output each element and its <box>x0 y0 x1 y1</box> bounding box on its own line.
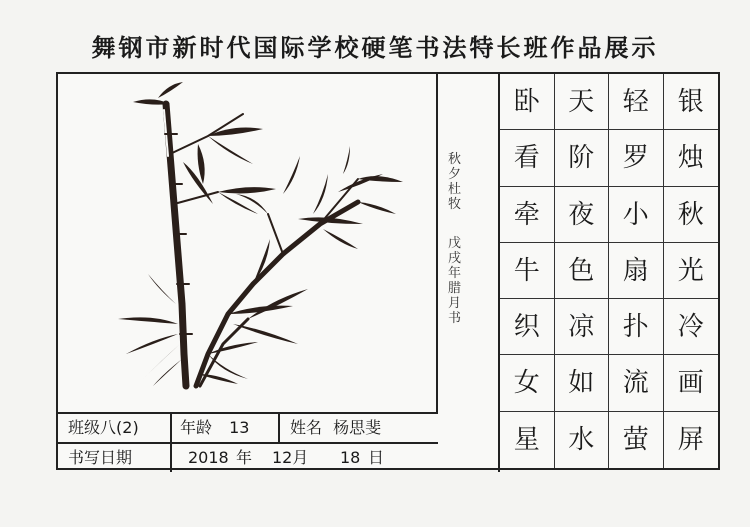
poem-character: 轻 <box>609 74 664 130</box>
poem-character: 萤 <box>609 412 664 468</box>
poem-character: 夜 <box>555 187 610 243</box>
age-field <box>180 414 249 442</box>
name-field <box>290 414 381 442</box>
poem-character: 烛 <box>664 130 719 186</box>
poem-character: 星 <box>500 412 555 468</box>
bamboo-icon <box>58 74 436 410</box>
poem-character: 织 <box>500 299 555 355</box>
poem-character: 冷 <box>664 299 719 355</box>
date-label: 书写日期 <box>68 448 133 467</box>
poem-character: 女 <box>500 355 555 411</box>
poem-character: 牵 <box>500 187 555 243</box>
poem-character: 画 <box>664 355 719 411</box>
poem-character: 扑 <box>609 299 664 355</box>
day-value: 18 <box>340 448 361 467</box>
poem-character: 秋 <box>664 187 719 243</box>
date-note: 戊戌年腊月书 <box>448 236 462 326</box>
poem-source: 秋夕杜牧 <box>448 152 462 212</box>
poem-character: 阶 <box>555 130 610 186</box>
poem-character: 屏 <box>677 424 704 455</box>
poem-character: 看 <box>500 130 555 186</box>
year-value: 2018 <box>188 448 229 467</box>
age-label: 年龄 <box>180 418 213 437</box>
calligraphy-sheet <box>56 72 720 470</box>
year-unit: 年 <box>236 448 253 467</box>
month-value: 12月 <box>272 448 309 467</box>
poem-character: 银 <box>664 74 719 130</box>
poem-character: 如 <box>555 355 610 411</box>
name-label: 姓名 <box>290 418 323 437</box>
poem-character: 流 <box>609 355 664 411</box>
poem-character: 光 <box>664 243 719 299</box>
poem-character: 扇 <box>609 243 664 299</box>
poem-character: 卧 <box>500 74 555 130</box>
class-label: 班级 <box>68 418 101 437</box>
poem-character: 凉 <box>555 299 610 355</box>
age-value: 13 <box>229 418 250 437</box>
poem-character: 小 <box>609 187 664 243</box>
poem-character: 色 <box>555 243 610 299</box>
page-title: 舞钢市新时代国际学校硬笔书法特长班作品展示 <box>91 33 659 62</box>
name-value: 杨思斐 <box>333 418 382 437</box>
info-row-student <box>58 412 438 442</box>
divider <box>170 444 172 472</box>
day-unit: 日 <box>368 448 385 467</box>
class-field <box>68 414 139 442</box>
poem-character: 牛 <box>500 243 555 299</box>
poem-character: 水 <box>555 412 610 468</box>
poem-grid <box>500 74 718 468</box>
bamboo-painting <box>58 74 438 412</box>
poem-character: 罗 <box>609 130 664 186</box>
poem-character: 天 <box>555 74 610 130</box>
signature-column <box>438 74 500 472</box>
divider <box>170 414 172 442</box>
class-value: 八(2) <box>100 418 139 437</box>
info-row-date <box>58 442 438 472</box>
divider <box>278 414 280 442</box>
